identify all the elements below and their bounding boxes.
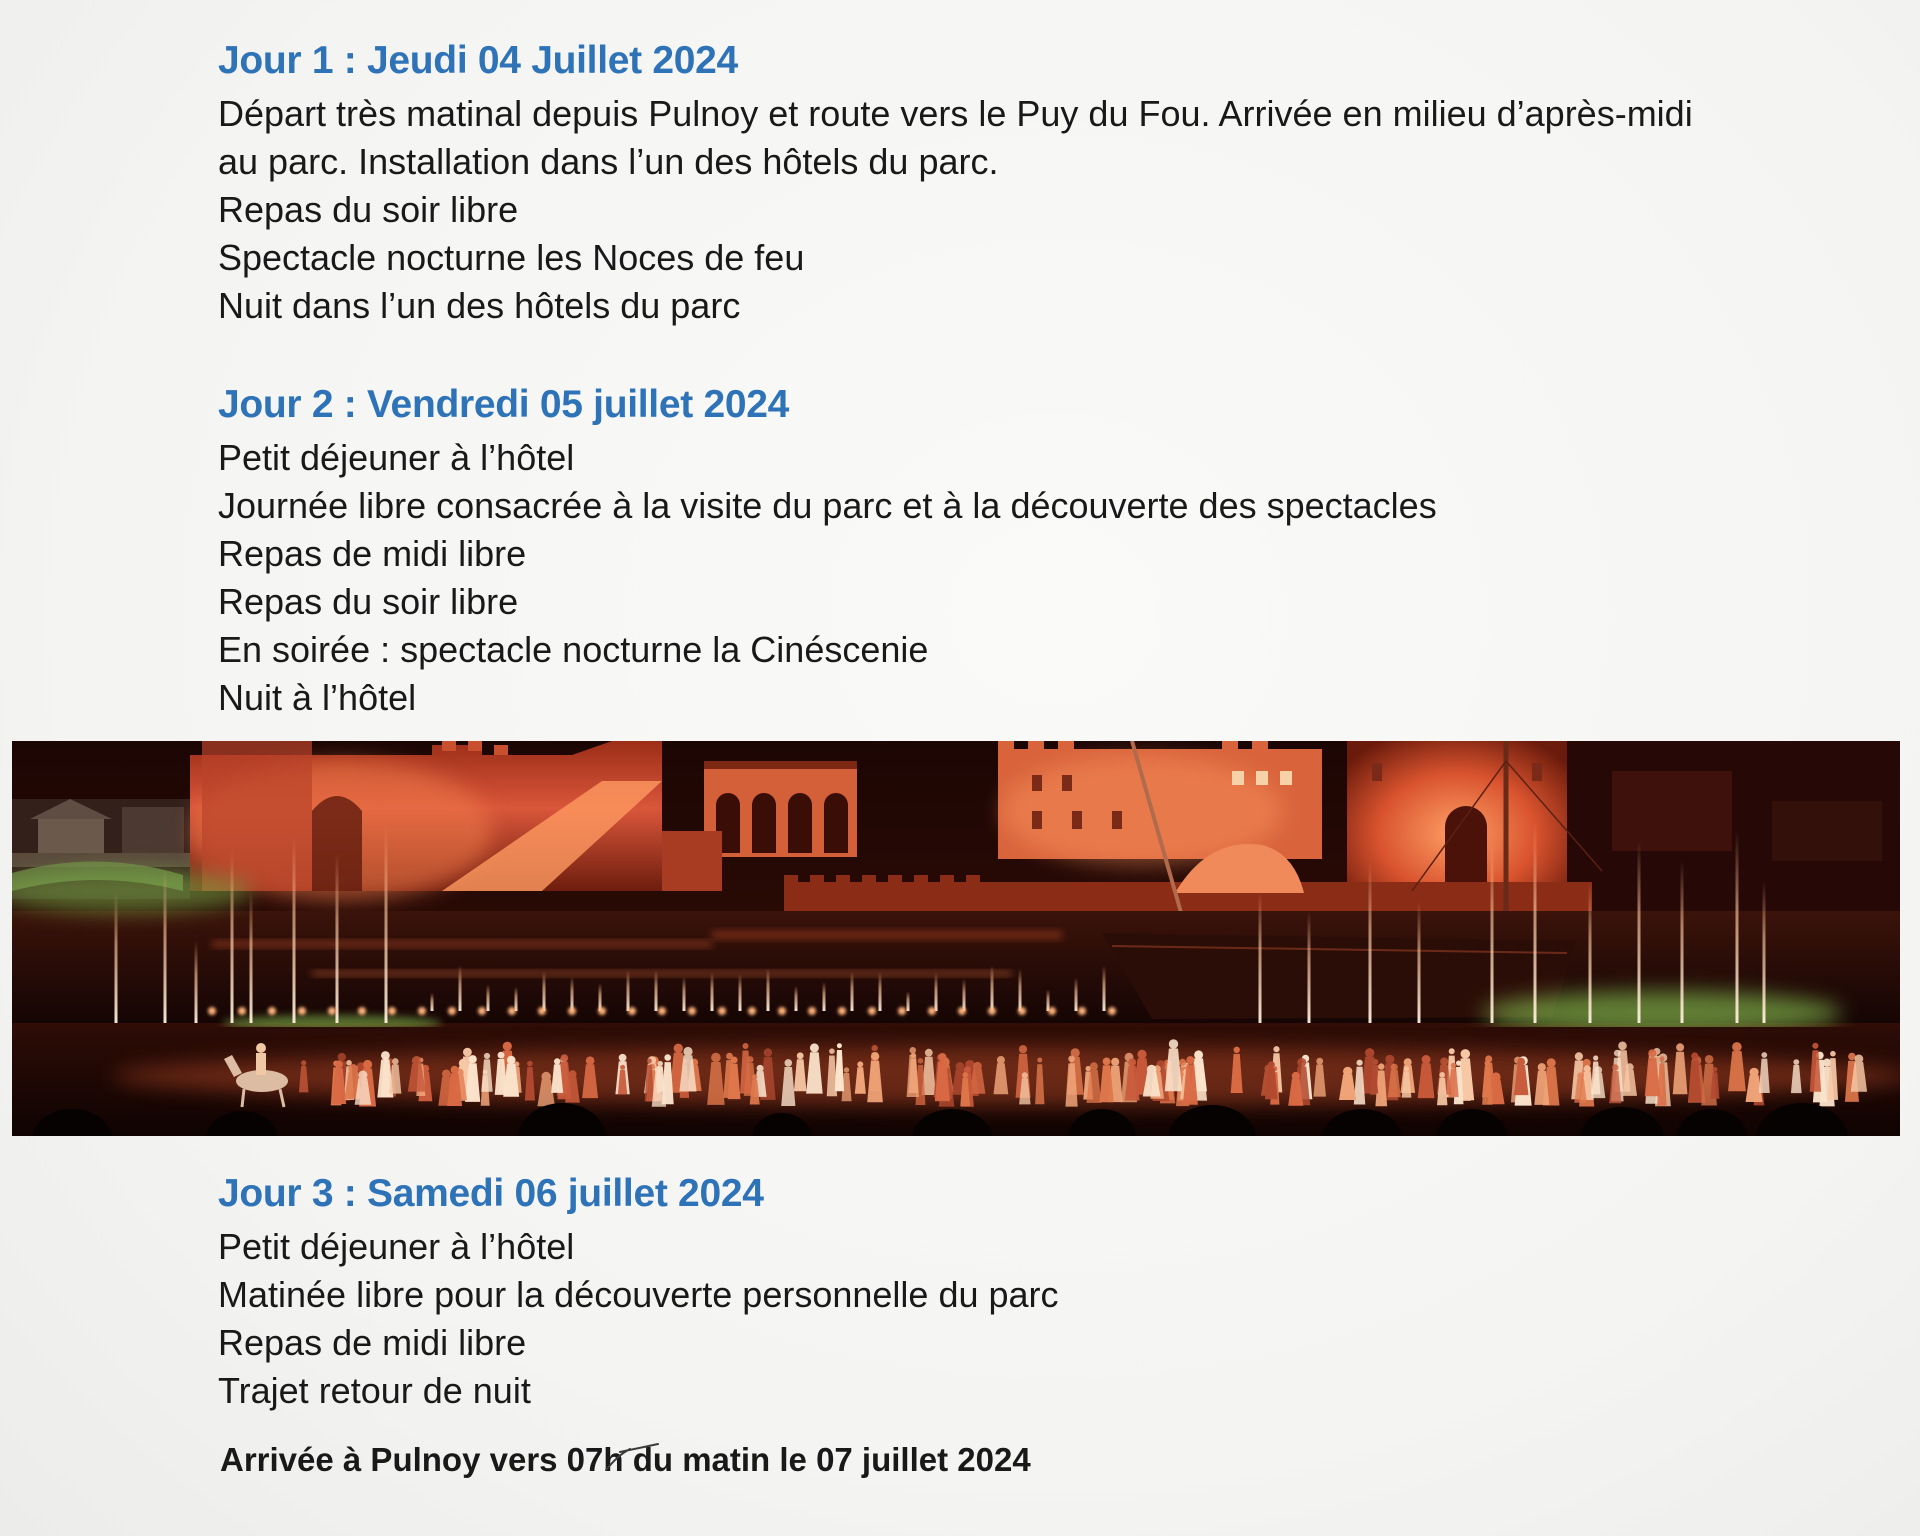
fountain-jet (795, 986, 798, 1011)
performer-head (837, 1043, 842, 1048)
fountain-jet (1681, 861, 1684, 1023)
arrival-note: Arrivée à Pulnoy vers 07h du matin le 07 juillet 2024 (220, 1441, 1031, 1478)
performer-head (1577, 1072, 1584, 1079)
performer-head (1022, 1072, 1028, 1078)
basin-light (1108, 1007, 1116, 1015)
performer-head (1365, 1048, 1374, 1057)
fountain-jet (991, 965, 994, 1011)
performer-head (757, 1065, 764, 1072)
performer-head (1547, 1058, 1556, 1067)
performer-head (358, 1071, 367, 1080)
fountain-jet (711, 972, 714, 1011)
performer-head (1068, 1056, 1075, 1063)
fountain-jet (164, 869, 167, 1023)
day-1-section (218, 37, 1693, 330)
day-3-line-4: Trajet retour de nuit (218, 1370, 531, 1411)
performer-head (1830, 1051, 1836, 1057)
performer-head (469, 1055, 477, 1063)
fountain-jet (459, 965, 462, 1011)
day-1-line-5: Nuit dans l’un des hôtels du parc (218, 285, 741, 326)
performer-head (463, 1048, 472, 1057)
performer-head (764, 1048, 772, 1056)
fountain-jet (231, 851, 234, 1023)
performer-head (1584, 1065, 1591, 1072)
cinescenie-photo (12, 741, 1900, 1136)
fountain-jet (293, 836, 296, 1023)
basin-light (748, 1007, 756, 1015)
fountain-jet (571, 977, 574, 1011)
fountain-jet (1638, 841, 1641, 1023)
performer-head (918, 1058, 923, 1063)
basin-light (388, 1007, 396, 1015)
basin-light (238, 1007, 246, 1015)
day-2-line-6: Nuit à l’hôtel (218, 677, 417, 718)
basin-light (568, 1007, 576, 1015)
performer-head (658, 1061, 663, 1066)
basin-light (898, 1007, 906, 1015)
fountain-jet (1369, 861, 1372, 1023)
performer-head (655, 1066, 663, 1074)
performer-head (1169, 1039, 1178, 1048)
performer-head (541, 1072, 551, 1082)
performer-head (1422, 1055, 1431, 1064)
fountain-jet (1736, 831, 1739, 1023)
fountain-jet (336, 853, 339, 1023)
performer-head (1761, 1052, 1767, 1058)
fountain-jet (879, 972, 882, 1011)
fountain-jet (1047, 989, 1050, 1011)
fountain-jet (1019, 969, 1022, 1011)
basin-light (1048, 1007, 1056, 1015)
fountain-jet (935, 972, 938, 1011)
performer-head (1648, 1049, 1656, 1057)
pen-mark (592, 1440, 672, 1474)
performer-head (1575, 1052, 1583, 1060)
performer-head (797, 1052, 804, 1059)
basin-light (628, 1007, 636, 1015)
fountain-jet (385, 826, 388, 1023)
performer-head (1268, 1061, 1275, 1068)
performer-head (459, 1059, 468, 1068)
fountain-jet (1103, 965, 1106, 1011)
performer-head (871, 1052, 879, 1060)
fountain-jet (963, 979, 966, 1011)
performer-head (1614, 1050, 1621, 1057)
day-2-line-4: Repas du soir libre (218, 581, 519, 622)
performer-head (1612, 1064, 1619, 1071)
basin-light (1078, 1007, 1086, 1015)
performer-head (938, 1053, 946, 1061)
fountain-jet (767, 968, 770, 1011)
fountain-jet (683, 977, 686, 1011)
performer-head (1090, 1062, 1098, 1070)
performer-head (1273, 1046, 1279, 1052)
performer-head (383, 1057, 388, 1062)
performer-head (1128, 1058, 1136, 1066)
performer-head (620, 1065, 625, 1070)
basin-light (928, 1007, 936, 1015)
basin-light (718, 1007, 726, 1015)
performer-head (1456, 1061, 1461, 1066)
performer-head (1463, 1059, 1468, 1064)
day-1-line-4: Spectacle nocturne les Noces de feu (218, 237, 805, 278)
basin-light (208, 1007, 216, 1015)
fountain-jet (1259, 891, 1262, 1023)
fountain-jet (823, 982, 826, 1011)
performer-head (1676, 1043, 1684, 1051)
performer-head (1855, 1055, 1864, 1064)
performer-head (910, 1047, 917, 1054)
day-1-line-2: au parc. Installation dans l’un des hôtels du parc. (218, 141, 999, 182)
performer-head (857, 1061, 863, 1067)
performer-head (1812, 1043, 1818, 1049)
performer-head (925, 1049, 933, 1057)
performer-head (872, 1045, 878, 1051)
performer-head (1618, 1042, 1627, 1051)
performer-head (1538, 1063, 1546, 1071)
performer-head (810, 1043, 819, 1052)
day-2-line-1: Petit déjeuner à l’hôtel (218, 437, 575, 478)
basin-light (508, 1007, 516, 1015)
performer-head (674, 1044, 683, 1053)
fountain-jet (195, 941, 198, 1023)
basin-light (988, 1007, 996, 1015)
performer-head (1103, 1058, 1111, 1066)
performer-head (586, 1056, 595, 1065)
fountain-jet (907, 991, 910, 1011)
performer-head (1179, 1059, 1186, 1066)
performer-head (412, 1056, 422, 1066)
basin-light (448, 1007, 456, 1015)
performer-head (1485, 1060, 1491, 1066)
performer-head (527, 1061, 533, 1067)
day-3-line-1: Petit déjeuner à l’hôtel (218, 1226, 575, 1267)
performer-head (1357, 1060, 1363, 1066)
performer-head (1297, 1058, 1306, 1067)
performer-head (1793, 1059, 1799, 1065)
performer-head (301, 1060, 306, 1065)
performer-head (561, 1054, 569, 1062)
performer-head (1343, 1067, 1352, 1076)
day-2-line-2: Journée libre consacrée à la visite du parc et à la découverte des spectacles (218, 485, 1437, 526)
castle-left (190, 741, 662, 901)
performer-head (619, 1054, 627, 1062)
performer-head (1691, 1052, 1698, 1059)
performer-head (503, 1042, 512, 1051)
performer-head (1391, 1064, 1398, 1071)
performer-head (1626, 1063, 1634, 1071)
fountain-jet (1075, 978, 1078, 1011)
day-2-line-5: En soirée : spectacle nocturne la Cinéscenie (218, 629, 929, 670)
fountain-jet (487, 984, 490, 1011)
performer-head (1111, 1058, 1119, 1066)
fountain-jet (1763, 881, 1766, 1023)
performer-head (484, 1053, 490, 1059)
fountain-jet (851, 972, 854, 1011)
performer-head (1404, 1066, 1409, 1071)
basin-light (478, 1007, 486, 1015)
fountain-jet (115, 891, 118, 1023)
performer-head (997, 1056, 1005, 1064)
basin-light (328, 1007, 336, 1015)
day-3-heading: Jour 3 : Samedi 06 juillet 2024 (218, 1172, 764, 1215)
performer-head (1750, 1068, 1759, 1077)
day-3-line-2: Matinée libre pour la découverte personnelle du parc (218, 1274, 1059, 1315)
performer-head (1440, 1058, 1448, 1066)
performer-head (1186, 1056, 1194, 1064)
center-building (998, 741, 1322, 866)
basin-light (958, 1007, 966, 1015)
basin-light (658, 1007, 666, 1015)
performer-head (726, 1053, 733, 1060)
performer-head (1019, 1045, 1027, 1053)
performer-head (1439, 1072, 1445, 1078)
day-1-line-1: Départ très matinal depuis Pulnoy et route vers le Puy du Fou. Arrivée en milieu d’après-midi (218, 93, 1693, 134)
performer-head (363, 1060, 372, 1069)
performer-head (1385, 1055, 1394, 1064)
performer-head (1404, 1058, 1412, 1066)
performer-head (844, 1067, 849, 1072)
far-right-buildings (1567, 741, 1900, 916)
basin-light (808, 1007, 816, 1015)
fountain-jet (1589, 881, 1592, 1023)
basin-light (838, 1007, 846, 1015)
performer-head (1378, 1063, 1384, 1069)
fountain-jet (1491, 841, 1494, 1023)
performer-head (1705, 1055, 1714, 1064)
basin-light (538, 1007, 546, 1015)
performer-head (1732, 1042, 1742, 1052)
performer-head (664, 1054, 671, 1061)
performer-head (442, 1070, 451, 1079)
fountain-jet (627, 970, 630, 1011)
fountain-jet (431, 993, 434, 1011)
fountain-jet (1418, 901, 1421, 1023)
performer-head (392, 1058, 399, 1065)
fountain-jet (599, 983, 602, 1011)
fountain-jet (739, 974, 742, 1011)
performer-head (1292, 1072, 1300, 1080)
performer-head (507, 1056, 516, 1065)
basin-light (418, 1007, 426, 1015)
day-3-line-3: Repas de midi libre (218, 1322, 527, 1363)
day-2-heading: Jour 2 : Vendredi 05 juillet 2024 (218, 383, 790, 426)
performer-head (683, 1047, 692, 1056)
performer-head (743, 1043, 749, 1049)
performer-head (963, 1072, 968, 1077)
performer-head (348, 1064, 358, 1074)
performer-head (1234, 1047, 1240, 1053)
performer-head (1461, 1049, 1471, 1059)
performer-head (1451, 1063, 1457, 1069)
performer-head (973, 1062, 982, 1071)
performer-head (1517, 1058, 1525, 1066)
day-1-heading: Jour 1 : Jeudi 04 Juillet 2024 (218, 39, 738, 82)
performer-head (335, 1061, 343, 1069)
fountain-jet (543, 971, 546, 1011)
performer-head (1595, 1066, 1603, 1074)
performer-head (1316, 1058, 1323, 1065)
performer-head (1137, 1050, 1146, 1059)
basin-light (1018, 1007, 1026, 1015)
basin-light (778, 1007, 786, 1015)
day-1-line-3: Repas du soir libre (218, 189, 519, 230)
performer-head (569, 1070, 577, 1078)
day-2-section (218, 381, 1437, 722)
performer-head (338, 1053, 346, 1061)
basin-light (598, 1007, 606, 1015)
performer-head (451, 1066, 459, 1074)
fountain-jet (655, 970, 658, 1011)
fountain-jet (1308, 911, 1311, 1023)
basin-light (688, 1007, 696, 1015)
performer-head (711, 1053, 721, 1063)
basin-light (298, 1007, 306, 1015)
performer-head (1037, 1058, 1042, 1063)
performer-head (1449, 1048, 1455, 1054)
performer-head (1659, 1056, 1664, 1061)
day-2-line-3: Repas de midi libre (218, 533, 527, 574)
basin-light (268, 1007, 276, 1015)
performer-head (1713, 1067, 1718, 1072)
performer-head (829, 1048, 835, 1054)
fountain-jet (1534, 821, 1537, 1023)
performer-head (785, 1059, 793, 1067)
day-3-section (218, 1170, 1059, 1415)
fountain-jet (515, 987, 518, 1011)
performer-head (1491, 1072, 1500, 1081)
performer-head (647, 1059, 652, 1064)
performer-head (498, 1052, 505, 1059)
basin-light (358, 1007, 366, 1015)
performer-head (1194, 1050, 1203, 1059)
performer-head (554, 1058, 560, 1064)
performer-head (1593, 1055, 1598, 1060)
fountain-jet (250, 891, 253, 1023)
basin-light (868, 1007, 876, 1015)
performer-head (956, 1062, 965, 1071)
performer-head (1147, 1065, 1157, 1075)
